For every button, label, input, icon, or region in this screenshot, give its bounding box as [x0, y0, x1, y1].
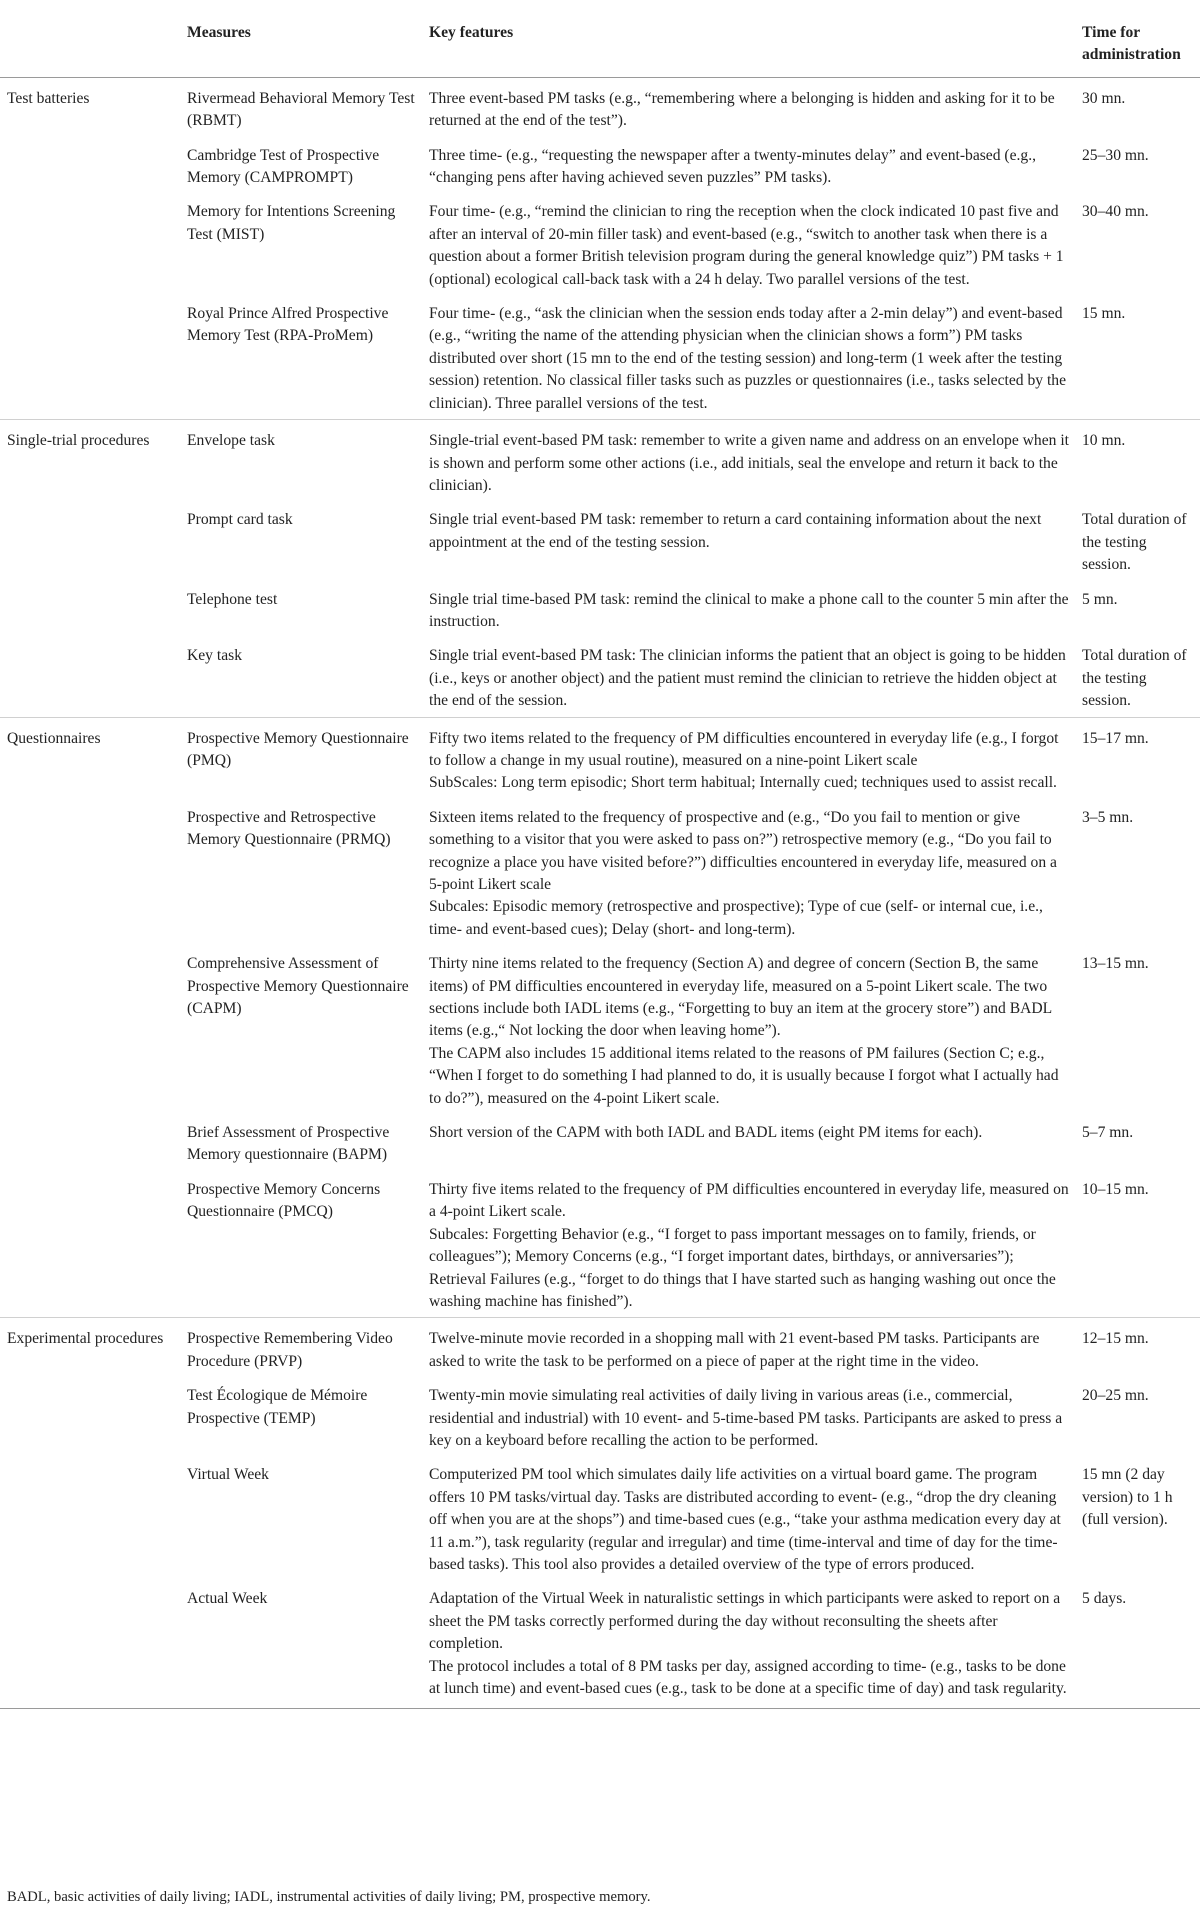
time-cell: 20–25 mn. — [1082, 1387, 1149, 1405]
measures-table — [0, 12, 1200, 1709]
features-cell — [425, 1169, 1078, 1318]
feature-paragraph: Thirty five items related to the frequency of PM difficulties encountered in everyday life, measured on a 4-point Likert scale. — [429, 1180, 1069, 1221]
table-row — [0, 77, 1200, 134]
table-row — [0, 420, 1200, 500]
feature-paragraph: The CAPM also includes 15 additional items related to the reasons of PM failures (Section C; e.g., “When I forget to do something I had planned to do, it is usually because I forgot what I actually had to do?”), measured on the 4-point Likert scale. — [429, 1044, 1059, 1107]
header-group — [0, 12, 183, 77]
group-cell — [0, 1112, 183, 1169]
table-row — [0, 293, 1200, 420]
group-cell — [0, 1169, 183, 1318]
table-footnote: BADL, basic activities of daily living; IADL, instrumental activities of daily living; PM, prospective memory. — [7, 1889, 651, 1905]
feature-paragraph: Three time- (e.g., “requesting the newspaper after a twenty-minutes delay” and event-based (e.g., “changing pens after having achieved seven puzzles” PM tasks). — [429, 146, 1037, 187]
features-cell — [425, 1112, 1078, 1169]
feature-paragraph: Short version of the CAPM with both IADL and BADL items (eight PM items for each). — [429, 1124, 983, 1142]
group-cell — [0, 635, 183, 717]
measure-cell: Prompt card task — [187, 511, 293, 529]
measure-cell: Comprehensive Assessment of Prospective Memory Questionnaire (CAPM) — [187, 955, 409, 1018]
feature-paragraph: Subcales: Episodic memory (retrospective and prospective); Type of cue (self- or internal cue, i.e., time- and event-based cues); Delay (short- and long-term). — [429, 898, 1043, 938]
features-cell — [425, 1375, 1078, 1454]
measure-cell: Key task — [183, 635, 425, 717]
feature-paragraph: Twenty-min movie simulating real activities of daily living in various areas (i.e., commercial, residential and industrial) with 10 event- and 5-time-based PM tasks. Participants are asked to press a key on a keyboard before recalling the action to be performed. — [429, 1387, 1063, 1449]
time-cell: Total duration of the testing session. — [1078, 635, 1200, 717]
table-row — [0, 1318, 1200, 1375]
time-cell: 15–17 mn. — [1082, 729, 1149, 747]
table-row — [0, 499, 1200, 578]
measure-cell: Brief Assessment of Prospective Memory questionnaire (BAPM) — [187, 1124, 390, 1164]
measure-cell: Memory for Intentions Screening Test (MIST) — [187, 203, 396, 243]
group-cell — [0, 943, 183, 1112]
features-cell — [425, 579, 1078, 636]
feature-paragraph: Twelve-minute movie recorded in a shopping mall with 21 event-based PM tasks. Participants are asked to write the task to be performed on a piece of paper at the right time in the video. — [429, 1330, 1040, 1370]
features-cell — [425, 635, 1078, 717]
time-cell: 13–15 mn. — [1082, 955, 1149, 973]
time-cell: 25–30 mn. — [1082, 146, 1149, 164]
time-cell: 10 mn. — [1082, 432, 1126, 450]
table-row — [0, 135, 1200, 192]
feature-paragraph: The protocol includes a total of 8 PM tasks per day, assigned according to time- (e.g., tasks to be done at lunch time) and event-based cues (e.g., task to be done at a specific time of day) and task regularity. — [429, 1657, 1067, 1697]
feature-paragraph: Thirty nine items related to the frequency (Section A) and degree of concern (Section B, the same items) of PM difficulties encountered in everyday life, measured on a 5-point Likert scale. The two sections include both IADL items (e.g., “Forgetting to buy an item at the grocery store”) and BADL items (e.g.,“ Not locking the door when leaving home”). — [429, 955, 1052, 1040]
measure-cell: Prospective Memory Questionnaire (PMQ) — [187, 729, 409, 769]
time-cell: 5 mn. — [1082, 590, 1118, 608]
feature-paragraph: Four time- (e.g., “ask the clinician when the session ends today after a 2-min delay”) and event-based (e.g., “writing the name of the attending physician when the clinician shows a form”) PM tasks distributed over short (15 mn to the end of the testing session) and long-term (1 week after the testing session) retention. No classical filler tasks such as puzzles or questionnaires (i.e., tasks selected by the clinician). Three parallel versions of the test. — [429, 305, 1066, 412]
features-cell — [425, 797, 1078, 943]
group-cell — [0, 191, 183, 293]
time-cell: 15 mn. — [1078, 293, 1200, 420]
measure-cell: Test Écologique de Mémoire Prospective (TEMP) — [187, 1387, 368, 1427]
features-cell — [425, 1318, 1078, 1375]
table-row — [0, 1454, 1200, 1578]
time-cell: 30–40 mn. — [1082, 203, 1149, 221]
measure-cell: Prospective Memory Concerns Questionnaire (PMCQ) — [183, 1169, 425, 1318]
features-cell — [425, 191, 1078, 293]
table-row — [0, 797, 1200, 943]
table-row — [0, 191, 1200, 293]
features-cell — [425, 1578, 1078, 1709]
header-time: Time for administration — [1078, 12, 1200, 77]
measure-cell: Telephone test — [187, 590, 278, 608]
header-measures: Measures — [183, 12, 425, 77]
time-cell: 3–5 mn. — [1082, 808, 1134, 826]
feature-paragraph: Fifty two items related to the frequency of PM difficulties encountered in everyday life (e.g., I forgot to follow a change in my usual routine), measured on a nine-point Likert scale — [429, 729, 1059, 769]
group-cell — [0, 1454, 183, 1578]
group-cell: Questionnaires — [7, 729, 101, 747]
measure-cell: Envelope task — [187, 432, 275, 450]
feature-paragraph: Four time- (e.g., “remind the clinician to ring the reception when the clock indicated 10 past five and after an interval of 20-min filler task) and event-based (e.g., “switch to another task when there is a question about a former British television program during the general knowledge quiz”) PM tasks + 1 (optional) ecological call-back task with a 24 h delay. Two parallel versions of the test. — [429, 203, 1064, 288]
group-cell — [0, 293, 183, 420]
features-cell — [425, 420, 1078, 500]
features-cell — [425, 499, 1078, 578]
group-cell — [0, 499, 183, 578]
table-row — [0, 717, 1200, 797]
table-row — [0, 1169, 1200, 1318]
features-cell — [425, 717, 1078, 797]
table-row — [0, 1375, 1200, 1454]
feature-paragraph: Three event-based PM tasks (e.g., “remembering where a belonging is hidden and asking for it to be returned at the end of the test”). — [429, 89, 1055, 130]
table-row — [0, 635, 1200, 717]
time-cell: 30 mn. — [1082, 89, 1126, 107]
measure-cell: Virtual Week — [187, 1466, 269, 1484]
header-key-features: Key features — [425, 12, 1078, 77]
group-cell — [0, 797, 183, 943]
table-row — [0, 1578, 1200, 1709]
table-row — [0, 943, 1200, 1112]
feature-paragraph: SubScales: Long term episodic; Short term habitual; Internally cued; techniques used to assist recall. — [429, 774, 1057, 792]
feature-paragraph: Sixteen items related to the frequency of prospective and (e.g., “Do you fail to mention or give something to a visitor that you were asked to pass on?”) retrospective memory (e.g., “Do you fail to recognize a place you have visited before?”) difficulties encountered in everyday life, measured on a 5-point Likert scale — [429, 808, 1057, 893]
group-cell — [0, 135, 183, 192]
table-header — [0, 12, 1200, 77]
measure-cell: Actual Week — [183, 1578, 425, 1709]
feature-paragraph: Computerized PM tool which simulates daily life activities on a virtual board game. The program offers 10 PM tasks/virtual day. Tasks are distributed according to event- (e.g., “drop the dry cleaning off when you are at the shops”) and time-based cues (e.g., “take your asthma medication every day at 11 a.m.”), task regularity (regular and irregular) and time (time-interval and time of day for the time-based tasks). This tool also provides a detailed overview of the type of errors produced. — [429, 1466, 1061, 1573]
table-row — [0, 579, 1200, 636]
group-cell: Experimental procedures — [7, 1330, 164, 1348]
feature-paragraph: Single trial event-based PM task: remember to return a card containing information about the next appointment at the end of the testing session. — [429, 511, 1042, 551]
feature-paragraph: Adaptation of the Virtual Week in naturalistic settings in which participants were asked to report on a sheet the PM tasks correctly performed during the day without reconsulting the sheets after completion. — [429, 1590, 1061, 1653]
group-cell — [0, 1375, 183, 1454]
feature-paragraph: Subcales: Forgetting Behavior (e.g., “I forget to pass important messages on to family, friends, or colleagues”); Memory Concerns (e.g., “I forget important dates, birthdays, or anniversaries”); Retrieval Failures (e.g., “forget to do things that I have started such as hanging washing out once the washing machine has finished”). — [429, 1225, 1056, 1310]
features-cell — [425, 135, 1078, 192]
features-cell — [425, 943, 1078, 1112]
table-body — [0, 77, 1200, 1709]
group-cell: Single-trial procedures — [7, 432, 150, 450]
time-cell: Total duration of the testing session. — [1082, 511, 1187, 574]
measure-cell: Prospective and Retrospective Memory Questionnaire (PRMQ) — [187, 808, 391, 849]
feature-paragraph: Single-trial event-based PM task: remember to write a given name and address on an envelope when it is shown and perform some other actions (i.e., add initials, seal the envelope and return it back to the clinician). — [429, 432, 1070, 494]
time-cell: 10–15 mn. — [1078, 1169, 1200, 1318]
time-cell: 5 days. — [1078, 1578, 1200, 1709]
measure-cell: Prospective Remembering Video Procedure (PRVP) — [187, 1330, 393, 1370]
features-cell — [425, 293, 1078, 420]
measure-cell: Cambridge Test of Prospective Memory (CAMPROMPT) — [187, 146, 380, 187]
features-cell — [425, 77, 1078, 134]
features-cell — [425, 1454, 1078, 1578]
group-cell — [0, 579, 183, 636]
time-cell: 12–15 mn. — [1082, 1330, 1149, 1348]
measure-cell: Rivermead Behavioral Memory Test (RBMT) — [187, 89, 415, 130]
measure-cell: Royal Prince Alfred Prospective Memory Test (RPA-ProMem) — [183, 293, 425, 420]
feature-paragraph: Single trial time-based PM task: remind the clinical to make a phone call to the counter 5 min after the instruction. — [429, 590, 1069, 630]
feature-paragraph: Single trial event-based PM task: The clinician informs the patient that an object is going to be hidden (i.e., keys or another object) and the patient must remind the clinician to retrieve the hidden object at the end of the session. — [429, 647, 1066, 710]
group-cell: Test batteries — [7, 89, 90, 107]
group-cell — [0, 1578, 183, 1709]
time-cell: 15 mn (2 day version) to 1 h (full version). — [1082, 1466, 1173, 1529]
time-cell: 5–7 mn. — [1082, 1124, 1134, 1142]
table-row — [0, 1112, 1200, 1169]
